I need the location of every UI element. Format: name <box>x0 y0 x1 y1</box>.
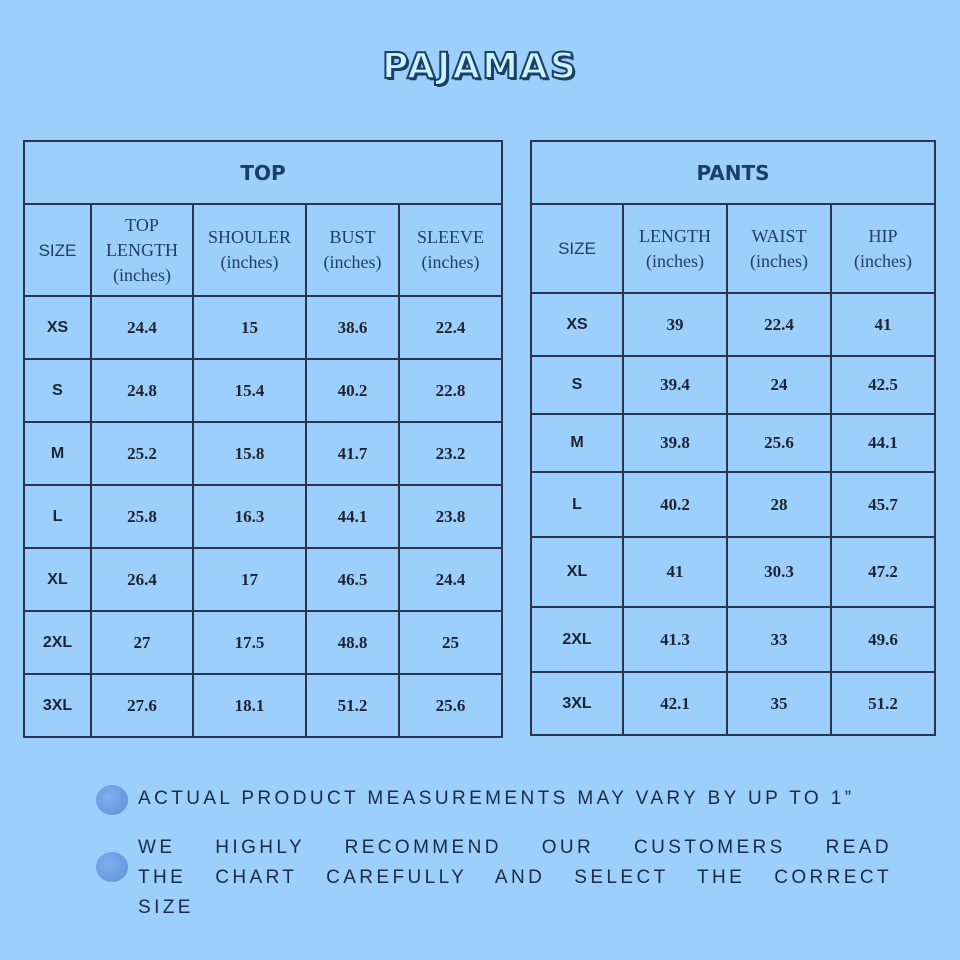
bullet-dot-icon <box>96 852 128 882</box>
note-measurement-variance <box>96 784 896 816</box>
top-value-cell: 25.6 <box>399 674 502 737</box>
top-header-bust: BUST (inches) <box>306 204 399 296</box>
pants-value-cell: 42.5 <box>831 356 935 414</box>
top-table-row <box>24 422 502 485</box>
pants-header-hip: HIP (inches) <box>831 204 935 293</box>
top-value-cell: 38.6 <box>306 296 399 359</box>
pants-value-cell: 39.8 <box>623 414 727 472</box>
pants-table-title: PANTS <box>531 141 935 204</box>
top-value-cell: 24.8 <box>91 359 193 422</box>
top-table-title: TOP <box>24 141 502 204</box>
pants-table-row <box>531 472 935 537</box>
top-header-size: SIZE <box>24 204 91 296</box>
pants-value-cell: 35 <box>727 672 831 735</box>
top-value-cell: 22.8 <box>399 359 502 422</box>
pants-size-cell: M <box>531 414 623 472</box>
note-size-recommendation <box>96 833 896 918</box>
top-value-cell: 51.2 <box>306 674 399 737</box>
top-value-cell: 46.5 <box>306 548 399 611</box>
pants-value-cell: 33 <box>727 607 831 672</box>
pants-value-cell: 24 <box>727 356 831 414</box>
pants-value-cell: 39.4 <box>623 356 727 414</box>
top-value-cell: 18.1 <box>193 674 306 737</box>
top-value-cell: 27.6 <box>91 674 193 737</box>
top-size-cell: XL <box>24 548 91 611</box>
top-value-cell: 23.2 <box>399 422 502 485</box>
top-size-cell: 3XL <box>24 674 91 737</box>
pants-header-size: SIZE <box>531 204 623 293</box>
pants-size-table <box>530 140 936 736</box>
top-header-sleeve: SLEEVE (inches) <box>399 204 502 296</box>
note-text: ACTUAL PRODUCT MEASUREMENTS MAY VARY BY UP TO 1” <box>138 788 855 809</box>
top-size-cell: 2XL <box>24 611 91 674</box>
top-value-cell: 25.2 <box>91 422 193 485</box>
top-value-cell: 17.5 <box>193 611 306 674</box>
pants-value-cell: 39 <box>623 293 727 356</box>
top-value-cell: 26.4 <box>91 548 193 611</box>
top-value-cell: 25 <box>399 611 502 674</box>
top-value-cell: 41.7 <box>306 422 399 485</box>
top-size-cell: L <box>24 485 91 548</box>
top-header-row <box>24 204 502 296</box>
pants-value-cell: 44.1 <box>831 414 935 472</box>
top-value-cell: 15.4 <box>193 359 306 422</box>
pants-size-cell: XL <box>531 537 623 607</box>
top-value-cell: 23.8 <box>399 485 502 548</box>
top-table-row <box>24 611 502 674</box>
bullet-dot-icon <box>96 785 128 815</box>
top-table-row <box>24 485 502 548</box>
pants-value-cell: 25.6 <box>727 414 831 472</box>
top-value-cell: 22.4 <box>399 296 502 359</box>
top-table-row <box>24 548 502 611</box>
top-value-cell: 15 <box>193 296 306 359</box>
pants-table-row <box>531 414 935 472</box>
pants-table-row <box>531 537 935 607</box>
pants-value-cell: 47.2 <box>831 537 935 607</box>
pants-value-cell: 41.3 <box>623 607 727 672</box>
pants-value-cell: 51.2 <box>831 672 935 735</box>
pants-size-cell: L <box>531 472 623 537</box>
top-value-cell: 24.4 <box>399 548 502 611</box>
top-size-cell: M <box>24 422 91 485</box>
pants-header-waist: WAIST (inches) <box>727 204 831 293</box>
top-header-shoulder: SHOULER (inches) <box>193 204 306 296</box>
pants-table-row <box>531 672 935 735</box>
pants-value-cell: 41 <box>623 537 727 607</box>
pants-table-row <box>531 607 935 672</box>
pants-size-cell: 2XL <box>531 607 623 672</box>
top-size-table <box>23 140 503 738</box>
pants-value-cell: 30.3 <box>727 537 831 607</box>
top-value-cell: 27 <box>91 611 193 674</box>
top-size-cell: S <box>24 359 91 422</box>
top-header-top-length: TOP LENGTH (inches) <box>91 204 193 296</box>
top-value-cell: 44.1 <box>306 485 399 548</box>
pants-value-cell: 42.1 <box>623 672 727 735</box>
pants-value-cell: 49.6 <box>831 607 935 672</box>
top-table-row <box>24 674 502 737</box>
pants-size-cell: S <box>531 356 623 414</box>
top-value-cell: 48.8 <box>306 611 399 674</box>
pants-table-row <box>531 293 935 356</box>
top-value-cell: 24.4 <box>91 296 193 359</box>
pants-header-row <box>531 204 935 293</box>
pants-header-length: LENGTH (inches) <box>623 204 727 293</box>
top-table-row <box>24 296 502 359</box>
top-table-row <box>24 359 502 422</box>
page-title: PAJAMAS <box>382 46 578 87</box>
pants-value-cell: 40.2 <box>623 472 727 537</box>
top-value-cell: 15.8 <box>193 422 306 485</box>
pants-table-row <box>531 356 935 414</box>
top-size-cell: XS <box>24 296 91 359</box>
top-value-cell: 40.2 <box>306 359 399 422</box>
pants-size-cell: 3XL <box>531 672 623 735</box>
pants-value-cell: 41 <box>831 293 935 356</box>
pants-value-cell: 45.7 <box>831 472 935 537</box>
pants-value-cell: 22.4 <box>727 293 831 356</box>
top-value-cell: 25.8 <box>91 485 193 548</box>
note-text: WE HIGHLY RECOMMEND OUR CUSTOMERS READ THE CHART CAREFULLY AND SELECT THE CORRECT SIZE <box>138 837 892 918</box>
top-value-cell: 16.3 <box>193 485 306 548</box>
top-value-cell: 17 <box>193 548 306 611</box>
pants-size-cell: XS <box>531 293 623 356</box>
pants-value-cell: 28 <box>727 472 831 537</box>
